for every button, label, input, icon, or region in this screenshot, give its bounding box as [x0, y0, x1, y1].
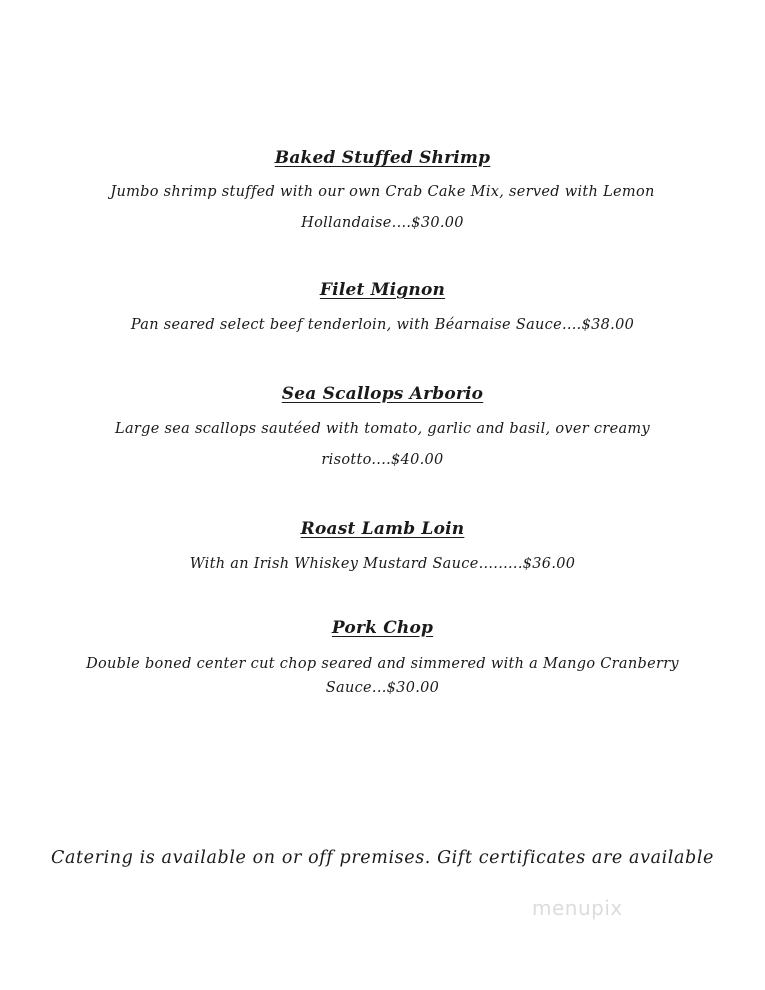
menu-item-title: Sea Scallops Arborio — [281, 384, 484, 404]
menu-item-title: Baked Stuffed Shrimp — [274, 148, 491, 168]
watermark-logo: menupix — [532, 896, 623, 920]
menu-item-description: With an Irish Whiskey Mustard Sauce.........$36.00 — [189, 556, 576, 572]
menu-item-description: Jumbo shrimp stuffed with our own Crab Cake Mix, served with Lemon Hollandaise....$30.00 — [110, 184, 655, 231]
menu-item-description: Double boned center cut chop seared and simmered with a Mango Cranberry Sauce...$30.00 — [86, 656, 679, 696]
menu-item-title: Filet Mignon — [319, 280, 446, 300]
footer-note: Catering is available on or off premises. Gift certificates are available — [51, 848, 714, 868]
menu-item-description: Pan seared select beef tenderloin, with Béarnaise Sauce....$38.00 — [130, 317, 635, 333]
menu-item-title: Roast Lamb Loin — [300, 519, 465, 539]
menu-item-description: Large sea scallops sautéed with tomato, garlic and basil, over creamy risotto....$40.00 — [115, 421, 650, 468]
menu-item-title: Pork Chop — [331, 618, 434, 638]
